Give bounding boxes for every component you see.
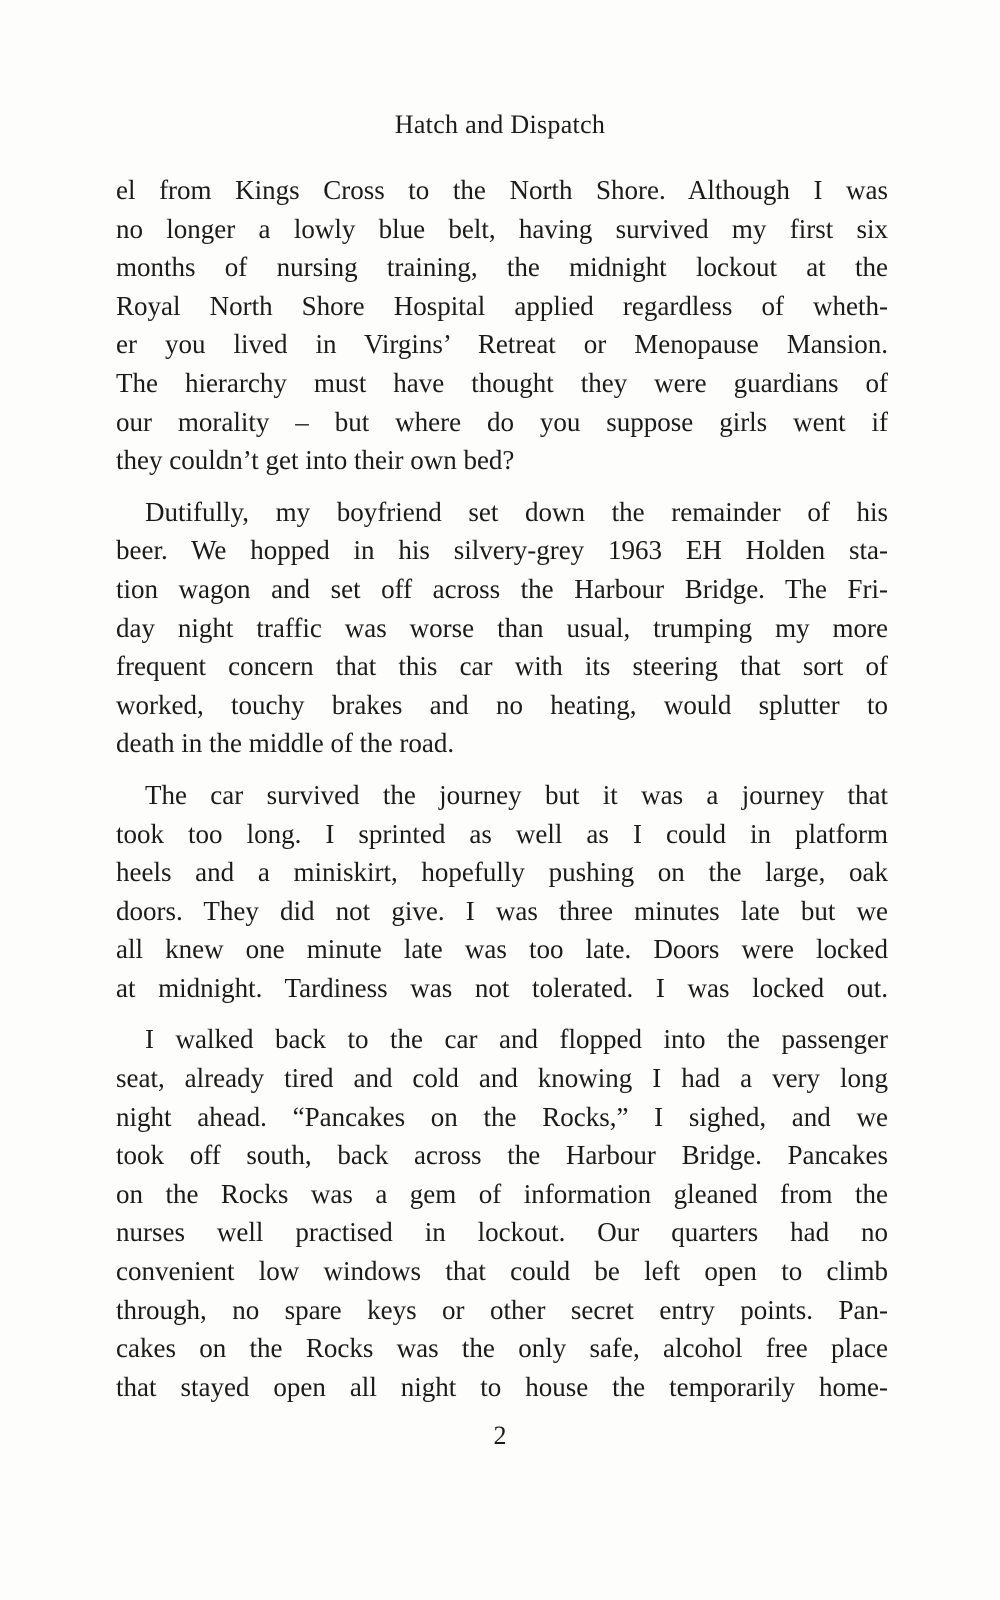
text-line: cakes on the Rocks was the only safe, alcohol free place	[116, 1333, 888, 1364]
text-line: months of nursing training, the midnight lockout at the	[116, 252, 888, 283]
text-line: tion wagon and set off across the Harbour Bridge. The Fri-	[116, 573, 888, 604]
text-line: all knew one minute late was too late. Doors were locked	[116, 934, 888, 965]
text-line: no longer a lowly blue belt, having survived my first six	[116, 213, 888, 244]
text-line: at midnight. Tardiness was not tolerated. I was locked out.	[116, 972, 888, 1003]
running-header: Hatch and Dispatch	[394, 110, 606, 139]
text-line: night ahead. “Pancakes on the Rocks,” I sighed, and we	[116, 1101, 888, 1132]
paragraph	[116, 776, 888, 1008]
text-line: day night traffic was worse than usual, trumping my more	[116, 612, 888, 643]
paragraph	[116, 493, 888, 763]
text-line: Dutifully, my boyfriend set down the remainder of his	[145, 496, 888, 527]
paragraph	[116, 171, 888, 480]
text-line: Royal North Shore Hospital applied regardless of wheth-	[116, 290, 888, 321]
text-line: I walked back to the car and flopped into the passenger	[145, 1024, 888, 1055]
text-line: took too long. I sprinted as well as I could in platform	[116, 818, 888, 849]
text-line: The hierarchy must have thought they were guardians of	[116, 367, 888, 398]
text-line: seat, already tired and cold and knowing I had a very long	[116, 1063, 888, 1094]
page-number: 2	[493, 1421, 507, 1450]
text-line: they couldn’t get into their own bed?	[116, 445, 515, 476]
text-line: that stayed open all night to house the temporarily home-	[116, 1371, 888, 1402]
text-line: took off south, back across the Harbour Bridge. Pancakes	[116, 1140, 888, 1171]
text-line: er you lived in Virgins’ Retreat or Menopause Mansion.	[116, 329, 888, 360]
text-line: The car survived the journey but it was a journey that	[145, 779, 888, 810]
text-line: on the Rocks was a gem of information gleaned from the	[116, 1178, 888, 1209]
text-line: convenient low windows that could be left open to climb	[116, 1256, 888, 1287]
text-line: heels and a miniskirt, hopefully pushing on the large, oak	[116, 857, 888, 888]
text-line: nurses well practised in lockout. Our quarters had no	[116, 1217, 888, 1248]
text-line: beer. We hopped in his silvery-grey 1963 EH Holden sta-	[116, 535, 888, 566]
paragraph	[116, 1020, 888, 1406]
text-line: worked, touchy brakes and no heating, would splutter to	[116, 689, 888, 720]
text-line: doors. They did not give. I was three minutes late but we	[116, 895, 888, 926]
text-line: our morality – but where do you suppose girls went if	[116, 406, 888, 437]
text-line: through, no spare keys or other secret entry points. Pan-	[116, 1294, 888, 1325]
text-line: frequent concern that this car with its steering that sort of	[116, 651, 888, 682]
text-line: el from Kings Cross to the North Shore. Although I was	[116, 175, 888, 205]
body-text	[116, 171, 888, 1406]
text-line: death in the middle of the road.	[116, 728, 455, 759]
